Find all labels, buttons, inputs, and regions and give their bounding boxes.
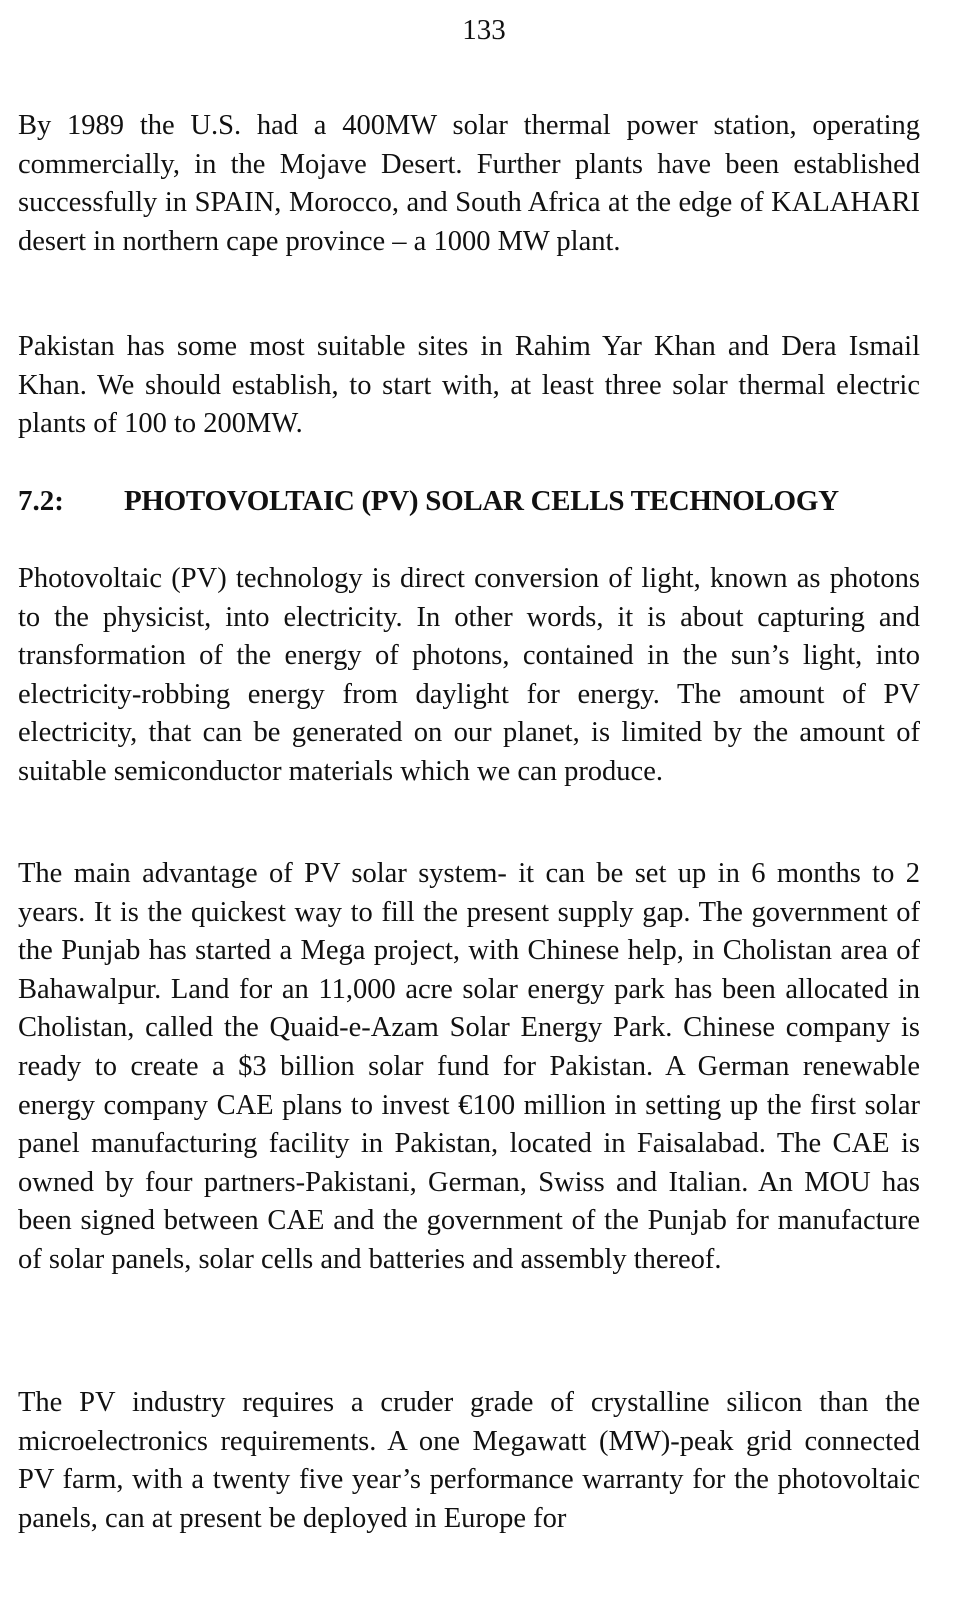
paragraph-pakistan-sites: Pakistan has some most suitable sites in Rahim Yar Khan and Dera Ismail Khan. We should establish, to start with, at least three solar thermal electric plants of 100 to 200MW.	[18, 331, 920, 440]
section-heading	[18, 482, 920, 520]
section-title: PHOTOVOLTAIC (PV) SOLAR CELLS TECHNOLOGY	[124, 485, 839, 517]
paragraph-pv-advantage: The main advantage of PV solar system- it can be set up in 6 months to 2 years. It is the quickest way to fill the present supply gap. The government of the Punjab has started a Mega project, with Chinese help, in Cholistan area of Bahawalpur. Land for an 11,000 acre solar energy park has been allocated in Cholistan, called the Quaid-e-Azam Solar Energy Park. Chinese company is ready to create a $3 billion solar fund for Pakistan. A German renewable energy company CAE plans to invest €100 million in setting up the first solar panel manufacturing facility in Pakistan, located in Faisalabad. The CAE is owned by four partners-Pakistani, German, Swiss and Italian. An MOU has been signed between CAE and the government of the Punjab for manufacture of solar panels, solar cells and batteries and assembly thereof.	[18, 858, 920, 1275]
section-number: 7.2:	[18, 485, 64, 517]
paragraph-pv-definition: Photovoltaic (PV) technology is direct conversion of light, known as photons to the physicist, into electricity. In other words, it is about capturing and transformation of the energy of photons, contained in the sun’s light, into electricity-robbing energy from daylight for energy. The amount of PV electricity, that can be generated on our planet, is limited by the amount of suitable semiconductor materials which we can produce.	[18, 563, 920, 787]
paragraph-solar-thermal-history: By 1989 the U.S. had a 400MW solar thermal power station, operating commercially, in the Mojave Desert. Further plants have been established successfully in SPAIN, Morocco, and South Africa at the edge of KALAHARI desert in northern cape province – a 1000 MW plant.	[18, 110, 920, 257]
paragraph-pv-industry: The PV industry requires a cruder grade of crystalline silicon than the microelectronics requirements. A one Megawatt (MW)-peak grid connected PV farm, with a twenty five year’s performance warranty for the photovoltaic panels, can at present be deployed in Europe for	[18, 1387, 920, 1534]
page-number: 133	[462, 14, 506, 46]
